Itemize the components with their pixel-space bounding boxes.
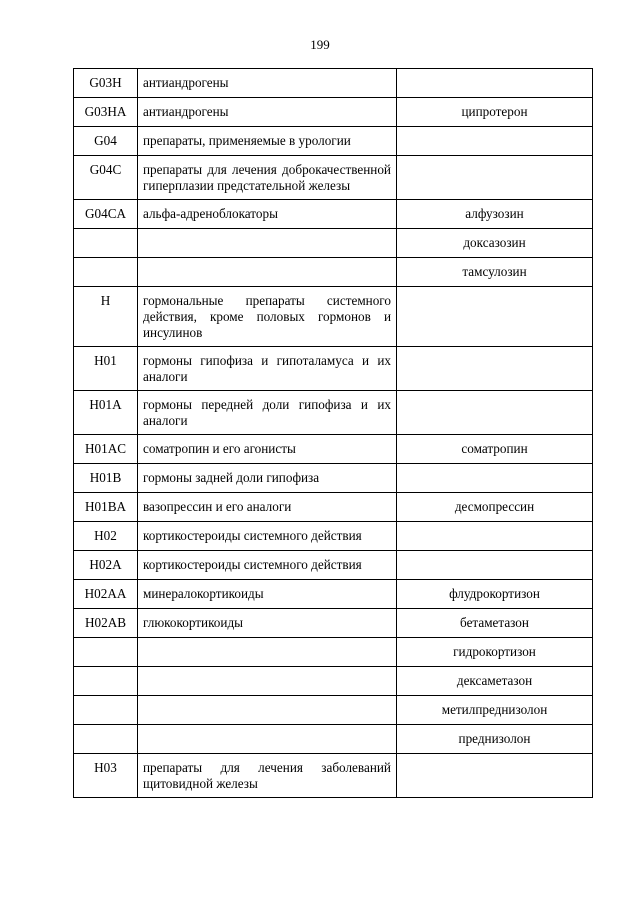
table-row <box>74 725 593 754</box>
group-description-cell <box>138 258 397 287</box>
atc-code-cell: H02 <box>74 522 138 551</box>
table-body <box>74 69 593 798</box>
group-description-cell: антиандрогены <box>138 69 397 98</box>
atc-code-cell: H01 <box>74 347 138 391</box>
group-description-cell: гормоны задней доли гипофиза <box>138 464 397 493</box>
group-description-cell: глюкокортикоиды <box>138 609 397 638</box>
table-row <box>74 522 593 551</box>
atc-code-cell: H01BA <box>74 493 138 522</box>
atc-code-cell <box>74 667 138 696</box>
table-row <box>74 580 593 609</box>
drug-name-cell: метилпреднизолон <box>397 696 593 725</box>
group-description-cell: кортикостероиды системного действия <box>138 522 397 551</box>
atc-code-cell: H01B <box>74 464 138 493</box>
atc-code-cell: G04 <box>74 127 138 156</box>
table-row <box>74 435 593 464</box>
atc-code-cell <box>74 229 138 258</box>
group-description-cell: соматропин и его агонисты <box>138 435 397 464</box>
drug-name-cell <box>397 522 593 551</box>
drug-name-cell: гидрокортизон <box>397 638 593 667</box>
drug-name-cell: бетаметазон <box>397 609 593 638</box>
drug-name-cell <box>397 156 593 200</box>
table-row <box>74 609 593 638</box>
drug-name-cell <box>397 391 593 435</box>
atc-code-cell: G03HA <box>74 98 138 127</box>
table-row <box>74 127 593 156</box>
table-row <box>74 391 593 435</box>
drug-name-cell: доксазозин <box>397 229 593 258</box>
atc-code-cell <box>74 725 138 754</box>
drug-name-cell: дексаметазон <box>397 667 593 696</box>
atc-code-cell: H03 <box>74 754 138 798</box>
atc-code-cell <box>74 638 138 667</box>
page-number: 199 <box>310 37 330 52</box>
atc-code-cell: H01AC <box>74 435 138 464</box>
drug-name-cell: ципротерон <box>397 98 593 127</box>
group-description-cell: вазопрессин и его аналоги <box>138 493 397 522</box>
group-description-cell: минералокортикоиды <box>138 580 397 609</box>
atc-code-cell: H02A <box>74 551 138 580</box>
table-row <box>74 347 593 391</box>
table-row <box>74 638 593 667</box>
group-description-cell: препараты, применяемые в урологии <box>138 127 397 156</box>
atc-code-cell: H01A <box>74 391 138 435</box>
group-description-cell: альфа-адреноблокаторы <box>138 200 397 229</box>
group-description-cell <box>138 696 397 725</box>
drug-name-cell: алфузозин <box>397 200 593 229</box>
drug-name-cell: соматропин <box>397 435 593 464</box>
group-description-cell: гормоны передней доли гипофиза и их аналоги <box>138 391 397 435</box>
drug-name-cell: десмопрессин <box>397 493 593 522</box>
group-description-cell <box>138 667 397 696</box>
drug-name-cell <box>397 551 593 580</box>
group-description-cell: антиандрогены <box>138 98 397 127</box>
atc-drug-table <box>73 68 593 798</box>
drug-name-cell <box>397 464 593 493</box>
drug-name-cell <box>397 347 593 391</box>
table-row <box>74 464 593 493</box>
group-description-cell <box>138 725 397 754</box>
table-row <box>74 98 593 127</box>
table-row <box>74 229 593 258</box>
drug-name-cell: флудрокортизон <box>397 580 593 609</box>
atc-code-cell: G04C <box>74 156 138 200</box>
atc-code-cell: G04CA <box>74 200 138 229</box>
group-description-cell: гормоны гипофиза и гипоталамуса и их аналоги <box>138 347 397 391</box>
group-description-cell: гормональные препараты системного действия, кроме половых гормонов и инсулинов <box>138 287 397 347</box>
atc-code-cell: H02AA <box>74 580 138 609</box>
group-description-cell: препараты для лечения заболеваний щитовидной железы <box>138 754 397 798</box>
group-description-cell <box>138 229 397 258</box>
group-description-cell <box>138 638 397 667</box>
drug-name-cell <box>397 754 593 798</box>
drug-name-cell <box>397 287 593 347</box>
drug-name-cell <box>397 69 593 98</box>
atc-code-cell <box>74 258 138 287</box>
atc-code-cell: H <box>74 287 138 347</box>
table-row <box>74 156 593 200</box>
atc-code-cell <box>74 696 138 725</box>
drug-name-cell: тамсулозин <box>397 258 593 287</box>
table-row <box>74 667 593 696</box>
table-row <box>74 69 593 98</box>
table-row <box>74 287 593 347</box>
table-row <box>74 551 593 580</box>
drug-name-cell <box>397 127 593 156</box>
table-row <box>74 258 593 287</box>
table-row <box>74 696 593 725</box>
atc-code-cell: H02AB <box>74 609 138 638</box>
table-row <box>74 200 593 229</box>
drug-name-cell: преднизолон <box>397 725 593 754</box>
table-row <box>74 493 593 522</box>
group-description-cell: кортикостероиды системного действия <box>138 551 397 580</box>
table-row <box>74 754 593 798</box>
group-description-cell: препараты для лечения доброкачественной гиперплазии предстательной железы <box>138 156 397 200</box>
atc-code-cell: G03H <box>74 69 138 98</box>
